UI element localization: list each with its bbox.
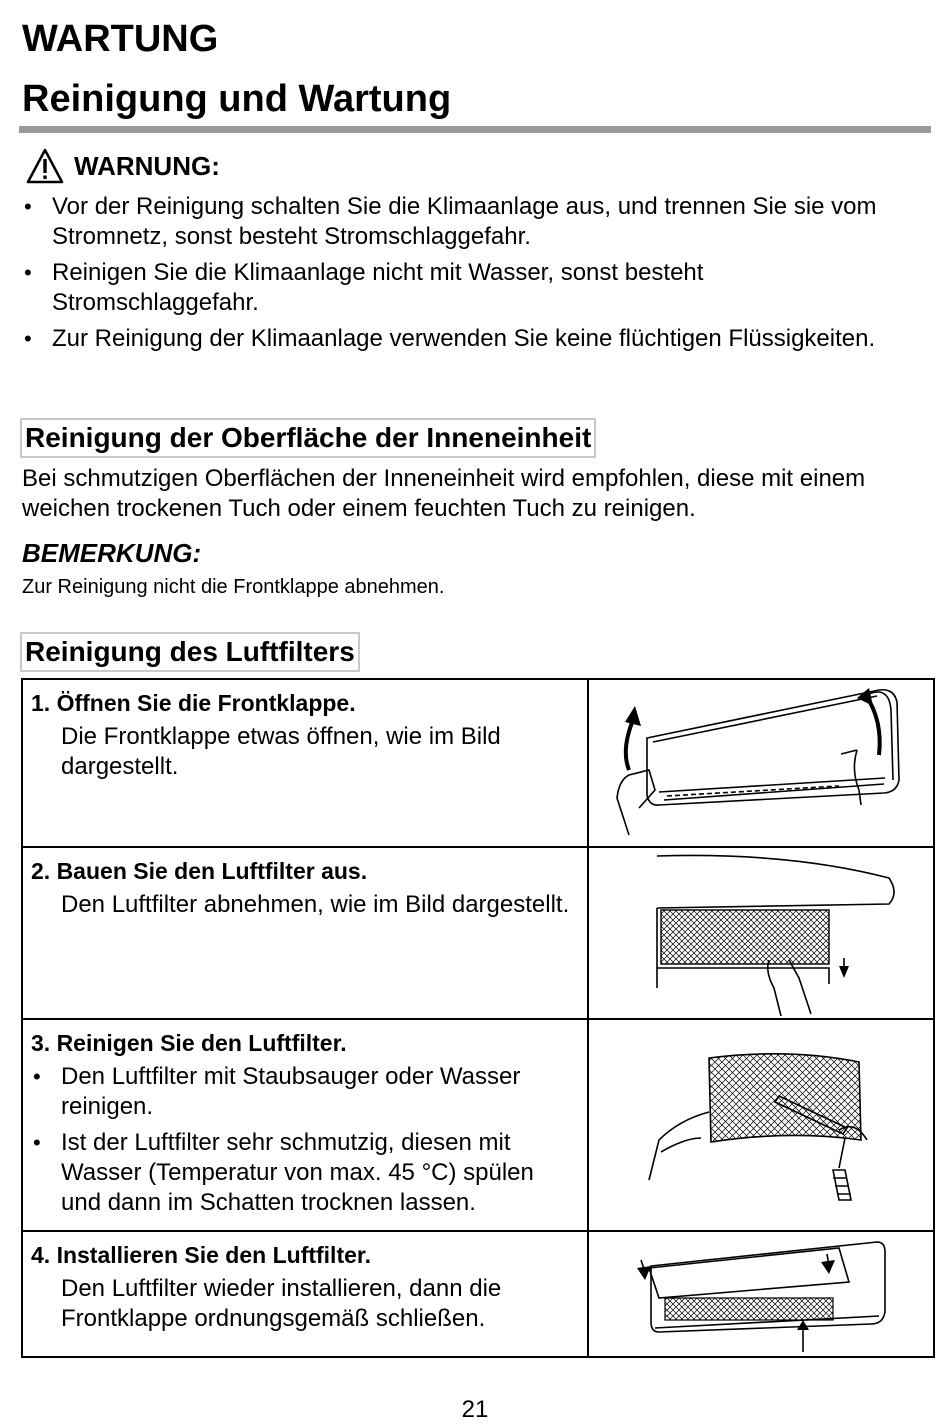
list-item: • Den Luftfilter mit Staubsauger oder Wasser reinigen. (31, 1062, 579, 1122)
step-title: 1. Öffnen Sie die Frontklappe. (31, 690, 356, 716)
step-image-cell (588, 679, 934, 847)
list-item: • Ist der Luftfilter sehr schmutzig, diesen mit Wasser (Temperatur von max. 45 °C) spülen und dann im Schatten trocknen lassen. (31, 1128, 579, 1218)
note-label: BEMERKUNG: (22, 538, 202, 568)
step-image-cell (588, 847, 934, 1019)
step-title: 2. Bauen Sie den Luftfilter aus. (31, 858, 368, 884)
warning-list (22, 192, 902, 360)
install-filter-illustration (589, 1232, 933, 1356)
step-title: 4. Installieren Sie den Luftfilter. (31, 1242, 371, 1268)
title-divider (19, 126, 931, 133)
table-row (22, 1019, 934, 1231)
step-body: Die Frontklappe etwas öffnen, wie im Bild dargestellt. (61, 723, 501, 780)
table-row (22, 1231, 934, 1357)
step-title: 3. Reinigen Sie den Luftfilter. (31, 1030, 347, 1056)
filter-steps-table (21, 678, 935, 1358)
step-body: Den Luftfilter wieder installieren, dann die Frontklappe ordnungsgemäß schließen. (61, 1275, 502, 1332)
list-item: • Zur Reinigung der Klimaanlage verwenden Sie keine flüchtigen Flüssigkeiten. (22, 324, 902, 354)
warning-header (26, 146, 220, 186)
filter-cleaning-heading: Reinigung des Luftfilters (20, 632, 360, 672)
section-title: WARTUNG (22, 18, 219, 60)
warning-triangle-icon (26, 148, 64, 184)
list-item: • Vor der Reinigung schalten Sie die Klimaanlage aus, und trennen Sie sie vom Stromnetz, sonst besteht Stromschlaggefahr. (22, 192, 902, 252)
step-bullets (31, 1062, 579, 1218)
page-number: 21 (461, 1396, 489, 1423)
step-text-cell (22, 1231, 588, 1357)
table-row (22, 679, 934, 847)
open-front-panel-illustration (589, 680, 933, 846)
step-text-cell (22, 847, 588, 1019)
table-row (22, 847, 934, 1019)
remove-filter-illustration (589, 848, 933, 1018)
surface-cleaning-text: Bei schmutzigen Oberflächen der Inneneinheit wird empfohlen, diese mit einem weichen trockenen Tuch oder einem feuchten Tuch zu reinigen. (22, 465, 866, 522)
step-image-cell (588, 1019, 934, 1231)
list-item: • Reinigen Sie die Klimaanlage nicht mit Wasser, sonst besteht Stromschlaggefahr. (22, 258, 902, 318)
note-text: Zur Reinigung nicht die Frontklappe abnehmen. (22, 576, 445, 598)
step-body: Den Luftfilter abnehmen, wie im Bild dargestellt. (61, 891, 570, 918)
step-text-cell (22, 1019, 588, 1231)
page-title: Reinigung und Wartung (22, 78, 452, 120)
surface-cleaning-heading: Reinigung der Oberfläche der Inneneinheit (20, 418, 596, 458)
step-text-cell (22, 679, 588, 847)
warning-title: WARNUNG: (74, 150, 220, 181)
clean-filter-illustration (589, 1020, 933, 1230)
step-image-cell (588, 1231, 934, 1357)
